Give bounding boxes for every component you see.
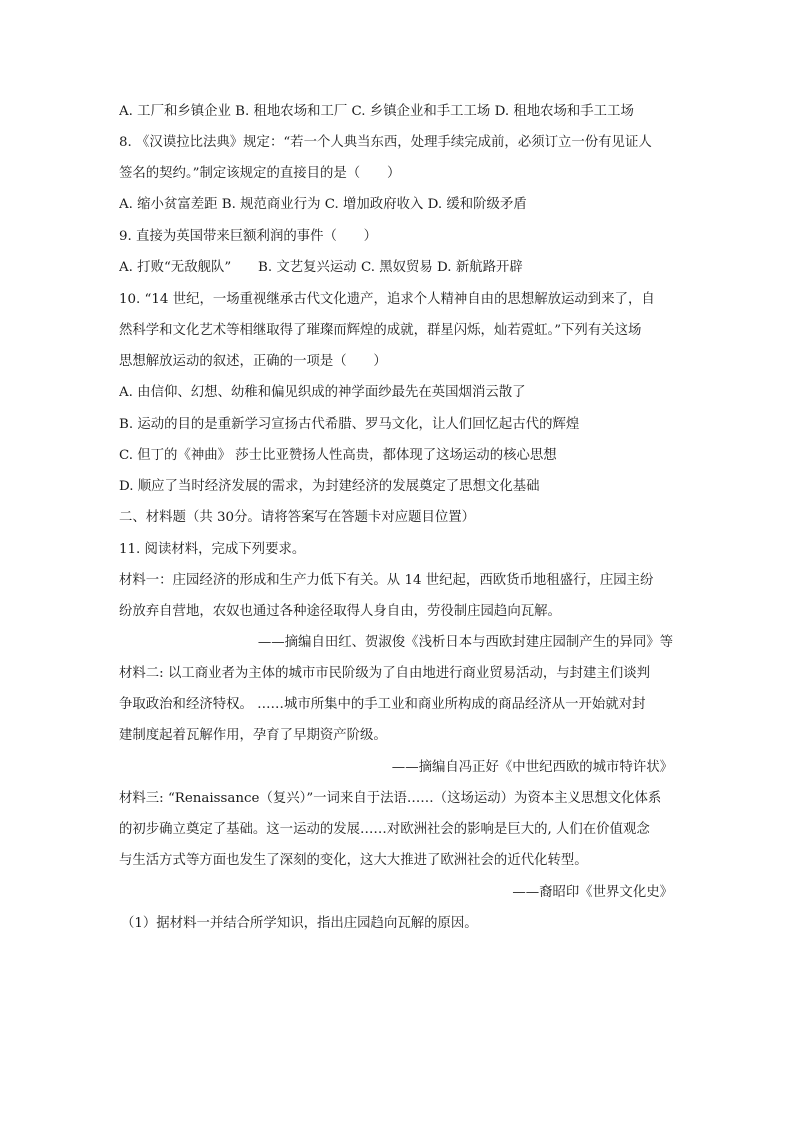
- q8-stem-line-2: 签名的契约。”制定该规定的直接目的是（ ）: [119, 166, 401, 181]
- q9-stem: 9. 直接为英国带来巨额利润的事件（ ）: [119, 229, 378, 244]
- material-3-line-3: 与生活方式等方面也发生了深刻的变化，这大大推进了欧洲社会的近代化转型。: [119, 853, 588, 868]
- q10-stem-line-2: 然科学和文化艺术等相继取得了璀璨而辉煌的成就，群星闪烁，灿若霓虹。”下列有关这场: [119, 323, 642, 338]
- section-heading: 二、材料题（共 30分。请将答案写在答题卡对应题目位置）: [119, 510, 476, 525]
- material-3-line-1: 材料三: “Renaissance（复兴）”一词来自于法语……（这场运动）为资本主义思想文化体系: [119, 791, 662, 806]
- material-2-line-2: 争取政治和经济特权。 ……城市所集中的手工业和商业所构成的商品经济从一开始就对封: [119, 697, 646, 712]
- q10-stem-line-3: 思想解放运动的叙述，正确的一项是（ ）: [119, 354, 387, 369]
- material-1-line-2: 纷放弃自营地，农奴也通过各种途径取得人身自由，劳役制庄园趋向瓦解。: [119, 604, 561, 619]
- q9-options: A. 打败“无敌舰队” B. 文艺复兴运动 C. 黑奴贸易 D. 新航路开辟: [119, 260, 523, 275]
- q10-option-b: B. 运动的目的是重新学习宣扬古代希腊、罗马文化，让人们回忆起古代的辉煌: [119, 417, 580, 432]
- q10-stem-line-1: 10. “14 世纪，一场重视继承古代文化遗产，追求个人精神自由的思想解放运动到来了，自: [119, 292, 655, 307]
- q11-sub-question-1: （1）据材料一并结合所学知识，指出庄园趋向瓦解的原因。: [121, 916, 478, 931]
- q7-options: A. 工厂和乡镇企业 B. 租地农场和工厂 C. 乡镇企业和手工工场 D. 租地农场和手工工场: [119, 104, 634, 119]
- q10-option-a: A. 由信仰、幻想、幼稚和偏见织成的神学面纱最先在英国烟消云散了: [119, 385, 526, 400]
- material-3-source: ——裔昭印《世界文化史》: [512, 885, 673, 900]
- material-2-line-3: 建制度起着瓦解作用，孕育了早期资产阶级。: [119, 728, 387, 743]
- material-1-source: ——摘编自田红、贺淑俊《浅析日本与西欧封建庄园制产生的异同》等: [257, 635, 673, 650]
- q10-option-d: D. 顺应了当时经济发展的需求，为封建经济的发展奠定了思想文化基础: [119, 479, 540, 494]
- q10-option-c: C. 但丁的《神曲》 莎士比亚赞扬人性高贵，都体现了这场运动的核心思想: [119, 448, 557, 463]
- material-2-source: ——摘编自冯正好《中世纪西欧的城市特许状》: [391, 760, 673, 775]
- q11-stem: 11. 阅读材料，完成下列要求。: [119, 542, 306, 557]
- material-1-line-1: 材料一：庄园经济的形成和生产力低下有关。从 14 世纪起，西欧货币地租盛行，庄园主纷: [119, 573, 654, 588]
- material-3-line-2: 的初步确立奠定了基础。这一运动的发展……对欧洲社会的影响是巨大的, 人们在价值观念: [119, 822, 650, 837]
- material-2-line-1: 材料二: 以工商业者为主体的城市市民阶级为了自由地进行商业贸易活动，与封建主们谈判: [119, 666, 650, 681]
- q8-options: A. 缩小贫富差距 B. 规范商业行为 C. 增加政府收入 D. 缓和阶级矛盾: [119, 197, 527, 212]
- q8-stem-line-1: 8. 《汉谟拉比法典》规定：“若一个人典当东西，处理手续完成前，必须订立一份有见证人: [119, 135, 652, 150]
